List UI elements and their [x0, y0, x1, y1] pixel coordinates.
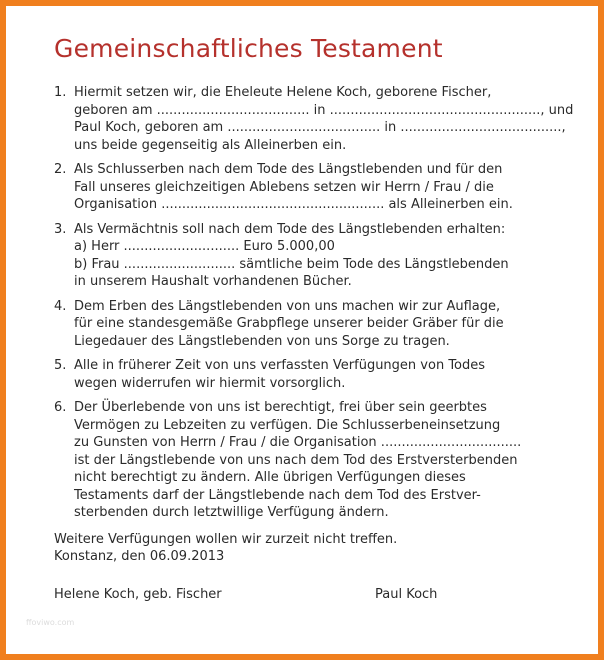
clause-line: geboren am ..................................... in ..................................................., und: [74, 102, 574, 118]
clause-number: 4.: [54, 298, 67, 314]
clause-3: [54, 221, 554, 291]
clause-line: a) Herr ............................ Euro 5.000,00: [74, 239, 335, 254]
document-title: Gemeinschaftliches Testament: [54, 34, 443, 63]
watermark-text: ffoviwo.com: [26, 618, 75, 627]
clause-line: Alle in früherer Zeit von uns verfassten Verfügungen von Todes: [74, 358, 486, 373]
clause-line: b) Frau ........................... sämtliche beim Tode des Längstlebenden: [74, 256, 509, 272]
clause-line: Liegedauer des Längstlebenden von uns Sorge zu tragen.: [74, 333, 450, 349]
document-body: [54, 84, 574, 565]
closing-line: Weitere Verfügungen wollen wir zurzeit nicht treffen.: [54, 531, 398, 547]
clause-line: Als Schlusserben nach dem Tode des Längstlebenden und für den: [74, 162, 503, 177]
place-date-line: Konstanz, den 06.09.2013: [54, 548, 225, 564]
closing-statement: [54, 531, 554, 565]
signature-helene-koch: Helene Koch, geb. Fischer: [54, 587, 222, 602]
clause-line: Vermögen zu Lebzeiten zu verfügen. Die Schlusserbeneinsetzung: [74, 417, 501, 433]
clause-line: wegen widerrufen wir hiermit vorsorglich.: [74, 375, 346, 391]
clause-line: Der Überlebende von uns ist berechtigt, frei über sein geerbtes: [74, 400, 487, 415]
clause-number: 1.: [54, 85, 67, 100]
clause-line: Fall unseres gleichzeitigen Ablebens setzen wir Herrn / Frau / die: [74, 179, 494, 195]
clause-line: sterbenden durch letztwillige Verfügung ändern.: [74, 505, 389, 520]
clause-6: [54, 399, 554, 522]
clause-line: Dem Erben des Längstlebenden von uns machen wir zur Auflage,: [74, 298, 501, 314]
clause-number: 3.: [54, 221, 67, 237]
clause-line: Als Vermächtnis soll nach dem Tode des Längstlebenden erhalten:: [74, 221, 506, 237]
clause-line: uns beide gegenseitig als Alleinerben ein.: [74, 137, 347, 153]
clause-line: in unserem Haushalt vorhandenen Bücher.: [74, 274, 352, 289]
clause-line: Testaments darf der Längstlebende nach dem Tod des Erstver-: [74, 487, 481, 503]
clause-number: 2.: [54, 162, 67, 177]
clause-2: [54, 161, 554, 214]
clause-line: nicht berechtigt zu ändern. Alle übrigen Verfügungen dieses: [74, 470, 466, 485]
clause-number: 6.: [54, 400, 67, 415]
clause-line: ist der Längstlebende von uns nach dem Tod des Erstversterbenden: [74, 452, 518, 468]
clause-line: Organisation ...................................................... als Alleinerben ein.: [74, 197, 513, 212]
clause-1: [54, 84, 574, 154]
clause-4: [54, 298, 554, 351]
clause-line: für eine standesgemäße Grabpflege unserer beider Gräber für die: [74, 316, 504, 331]
clause-line: zu Gunsten von Herrn / Frau / die Organisation ..................................: [74, 435, 522, 450]
clause-line: Paul Koch, geboren am ..................................... in .......................................,: [74, 120, 566, 135]
clause-number: 5.: [54, 358, 67, 373]
signature-paul-koch: Paul Koch: [375, 587, 438, 602]
clause-line: Hiermit setzen wir, die Eheleute Helene Koch, geborene Fischer,: [74, 85, 492, 100]
clause-5: [54, 357, 554, 392]
